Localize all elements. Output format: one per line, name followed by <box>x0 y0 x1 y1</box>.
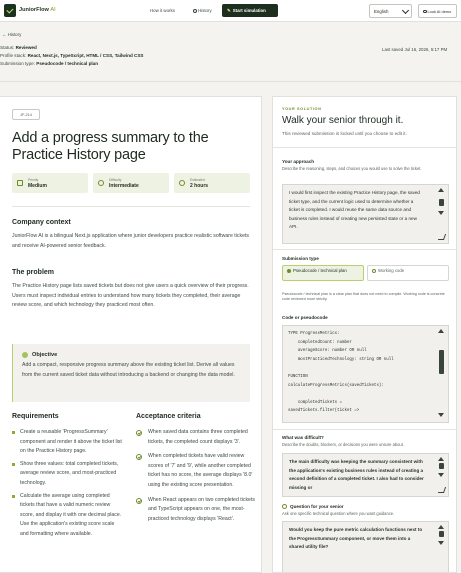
difficult-label: What was difficult? <box>282 435 324 440</box>
solution-panel <box>272 96 457 573</box>
look-ai-demo-button[interactable]: Look AI demo <box>418 4 457 18</box>
profile-stack-line: Profile stack: React, Next.js, TypeScript, HTML / CSS, Tailwind CSS <box>0 53 144 58</box>
list-item: Create a reusable 'ProgressSummary' component and render it above the ticket list on the Practice History page. <box>12 428 124 457</box>
acceptance-criteria-list: Acceptance criteria When saved data contains three completed tickets, the completed count displays '3'. When completed tickets have valid review scores of '7' and '9', while another completed ticket has no score, the average displays '8.0' using the existing score presentation. When React appears on two completed tickets and TypeScript appears on one, the most-practiced technology displays 'React'. <box>136 413 256 529</box>
difficult-hint: Describe the doubts, blockers, or decisions you were unsure about. <box>282 442 404 447</box>
difficulty-card: Difficulty Intermediate <box>93 173 169 193</box>
chevron-down-icon <box>402 7 409 14</box>
priority-card: Priority Medium <box>12 173 88 193</box>
approach-label: Your approach <box>282 159 315 164</box>
scroll-down-icon[interactable] <box>438 473 444 477</box>
list-item: Show three values: total completed tickets, average review score, and most-practiced technology. <box>12 460 124 489</box>
scroll-up-icon[interactable] <box>438 188 444 192</box>
list-item: When saved data contains three completed tickets, the completed count displays '3'. <box>136 428 256 447</box>
solution-subtitle: This reviewed submission is locked until you choose to edit it. <box>282 131 407 136</box>
app-logo-icon[interactable] <box>4 4 16 17</box>
brand-name[interactable]: JuniorFlow AI <box>19 7 56 13</box>
problem-text: The Practice History page lists saved tickets but does not give users a quick overview of their progress. Users must inspect individual entries to understand how many tickets they completed, their average review score, and which technology they practiced most often. <box>12 283 249 309</box>
scroll-down-icon[interactable] <box>438 211 444 215</box>
scroll-thumb[interactable] <box>439 199 444 206</box>
question-hint: Ask one specific technical question where you want guidance. <box>282 511 395 516</box>
submission-type-line: Submission type: Pseudocode / technical plan <box>0 61 99 66</box>
scroll-up-icon[interactable] <box>438 457 444 461</box>
divider <box>273 147 457 148</box>
divider <box>273 249 457 250</box>
company-context-text: JuniorFlow AI is a bilingual Next.js application where junior developers practice realistic software tickets and receive AI-powered senior feedback. <box>12 233 250 249</box>
gauge-icon <box>98 180 104 186</box>
problem-heading: The problem <box>12 269 55 276</box>
last-saved-text: Last saved Jul 16, 2026, 5:17 PM <box>382 47 448 52</box>
check-circle-icon <box>136 498 142 504</box>
type-option-working-code[interactable]: Working code <box>367 265 449 281</box>
clock-icon <box>179 180 185 186</box>
objective-dot-icon <box>22 352 28 358</box>
question-label: Question for your senior <box>290 504 344 509</box>
scroll-thumb[interactable] <box>439 463 444 469</box>
requirements-list: Requirements Create a reusable 'ProgressSummary' component and render it above the ticket list on the Practice History page. Show three values: total completed tickets, average review score, and most-practiced technology. Calculate the average using completed tickets that have a valid numeric review score, and display it with one decimal place. Use the application's existing score scale and formatting where available. <box>12 413 124 543</box>
submission-type-label: Submission type <box>282 256 319 261</box>
scrollbar[interactable] <box>437 187 446 241</box>
question-textarea[interactable]: Would you keep the pure metric calculation functions next to the ProgressSummary component, or move them into a shared utility file? <box>282 521 449 573</box>
scroll-thumb[interactable] <box>439 350 444 374</box>
solution-title: Walk your senior through it. <box>282 115 404 126</box>
list-item: Calculate the average using completed tickets that have a valid numeric review score, and display it with one decimal place. Use the application's existing score scale and formatting where available. <box>12 492 124 540</box>
type-option-pseudocode[interactable]: Pseudocode / technical plan <box>282 265 364 281</box>
flag-icon <box>17 180 23 186</box>
radio-icon <box>372 269 376 273</box>
code-label: Code or pseudocode <box>282 315 328 320</box>
submission-type-hint: Pseudocode / technical plan is a clear plan that does not need to compile. Working code is concrete code reviewed more strictly. <box>282 292 445 302</box>
history-icon <box>193 9 197 13</box>
objective-box: Objective Add a compact, responsive progress summary above the existing ticket list. Derive all values from the current saved ticket data without introducing a backend or changing the data model. <box>12 344 250 402</box>
back-link[interactable]: ← History <box>2 32 22 37</box>
approach-textarea[interactable]: I would first inspect the existing Practice History page, the saved ticket type, and the current logic used to determine whether a ticket is completed. I would reuse the same data source and business rules instead of creating new persisted state or a new API. <box>282 184 449 244</box>
estimate-card: Estimated 2 hours <box>174 173 250 193</box>
nav-how-it-works[interactable]: How it works <box>150 8 175 13</box>
language-select[interactable]: English <box>369 4 412 18</box>
objective-text: Add a compact, responsive progress summary above the existing ticket list. Derive all values from the current saved ticket data without introducing a backend or changing the data model. <box>22 362 235 378</box>
difficult-textarea[interactable]: The main difficulty was keeping the summary consistent with the application's existing business rules instead of creating a second definition of a completed ticket. I also had to consider missing or <box>282 453 449 497</box>
scroll-up-icon[interactable] <box>438 329 444 333</box>
scroll-down-icon[interactable] <box>438 413 444 417</box>
scrollbar[interactable] <box>437 524 446 570</box>
ticket-panel <box>0 96 262 573</box>
scroll-up-icon[interactable] <box>438 525 444 529</box>
top-nav-bar <box>0 0 461 22</box>
divider <box>0 81 461 82</box>
divider <box>12 206 250 207</box>
pencil-icon: ✎ <box>227 8 231 13</box>
code-textarea[interactable]: TYPE ProgressMetrics: completedCount: number averageScore: number OR null mostPracticedTechnology: string OR null FUNCTION calculateProgressMetrics(savedTickets): completedTickets = savedTickets.filter(ticket => <box>282 325 449 423</box>
check-circle-icon <box>136 454 142 460</box>
question-icon <box>282 504 287 509</box>
scrollbar[interactable] <box>437 328 446 420</box>
nav-history[interactable]: History <box>193 8 212 13</box>
divider <box>273 429 457 430</box>
approach-hint: Describe the reasoning, steps, and choices you would use to solve the ticket. <box>282 166 422 171</box>
list-item: When completed tickets have valid review scores of '7' and '9', while another completed ticket has no score, the average displays '8.0' using the existing score presentation. <box>136 452 256 490</box>
list-item: When React appears on two completed tickets and TypeScript appears on one, the most-practiced technology displays 'React'. <box>136 496 256 525</box>
scroll-down-icon[interactable] <box>438 541 444 545</box>
ticket-title: Add a progress summary to the Practice History page <box>12 130 209 163</box>
check-circle-icon <box>136 430 142 436</box>
ticket-id-tag: JF-214 <box>12 109 40 120</box>
search-icon <box>423 10 427 14</box>
company-context-heading: Company context <box>12 219 71 226</box>
solution-eyebrow: YOUR SOLUTION <box>282 107 322 111</box>
status-line: Status: Reviewed <box>0 45 37 50</box>
start-simulation-button[interactable]: ✎ Start simulation <box>222 4 278 17</box>
radio-icon <box>287 269 291 273</box>
scroll-thumb[interactable] <box>439 531 444 537</box>
